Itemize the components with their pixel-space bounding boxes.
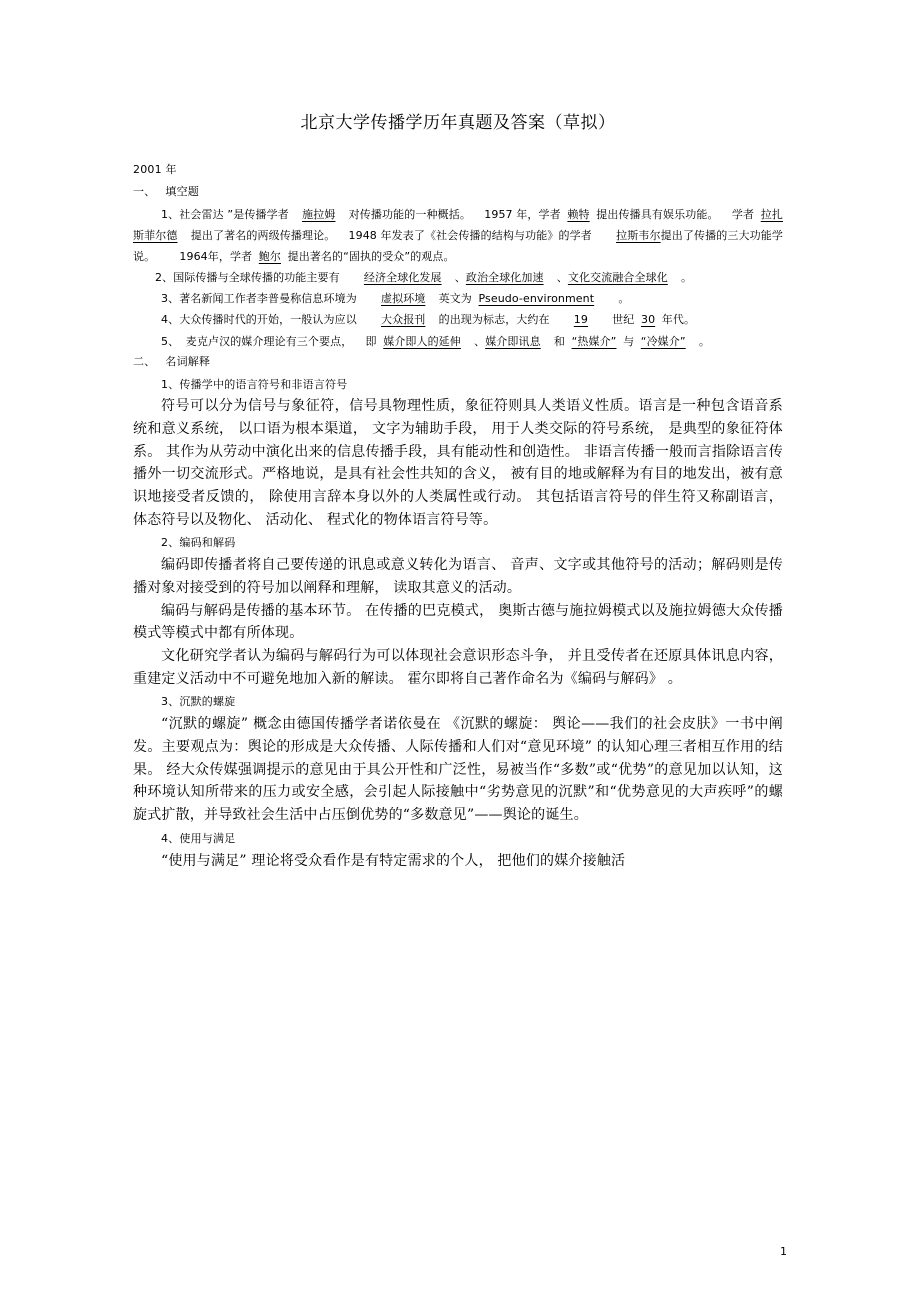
q2-blank-2: 政治全球化加速 (465, 271, 544, 285)
page-number: 1 (780, 1245, 787, 1258)
document-body (133, 112, 783, 872)
term-paragraph-3-1: “沉默的螺旋” 概念由德国传播学者诺依曼在 《沉默的螺旋： 舆论——我们的社会皮肤》一书中阐发。主要观点为：舆论的形成是大众传播、人际传播和人们对“意见环境” 的认知心理三者相互作用的结果。 经大众传媒强调提示的意见由于具公开性和广泛性，易被当作“多数”或“优势”的意见加以认知，这种环境认知所带来的压力或安全感，会引起人际接触中“劣势意见的沉默”和“优势意见的大声疾呼”的螺旋式扩散，并导致社会生活中占压倒优势的“多数意见”——舆论的诞生。 (133, 716, 783, 823)
q1-text-2: 对传播功能的一种概括。 (348, 207, 472, 221)
q4-text-2: 的出现为标志，大约在 (438, 313, 550, 327)
q1-blank-5: 鲍尔 (258, 250, 281, 264)
section-one-number: 一、 (133, 184, 156, 198)
q1-year-1964: 1964 (179, 250, 208, 264)
q1-number: 1、 (161, 207, 180, 221)
page-title: 北京大学传播学历年真题及答案（草拟） (300, 113, 616, 133)
q1-blank-2: 赖特 (567, 207, 590, 221)
section-two-label: 名词解释 (165, 354, 211, 368)
q3-text-3: 。 (618, 292, 630, 306)
term-paragraph-2-2: 编码与解码是传播的基本环节。 在传播的巴克模式， 奥斯古德与施拉姆模式以及施拉姆德大众传播模式等模式中都有所体现。 (133, 602, 783, 642)
q5-text-3: 和 (553, 334, 565, 348)
q5-blank-1: 媒介即人的延伸 (383, 334, 461, 348)
q5-sep-1: 、 (474, 334, 486, 348)
q1-blank-1: 施拉姆 (302, 207, 336, 221)
q5-blank-4: “冷媒介” (640, 334, 686, 348)
term-paragraph-2-3: 文化研究学者认为编码与解码行为可以体现社会意识形态斗争， 并且受传者在还原具体讯息内容， 重建定义活动中不可避免地加入新的解读。 霍尔即将自己著作命名为《编码与解码》 。 (133, 648, 783, 687)
term-paragraph-4-1: “使用与满足” 理论将受众看作是有特定需求的个人， 把他们的媒介接触活 (161, 852, 626, 869)
section-heading-one (133, 182, 783, 203)
q5-text-4: 与 (623, 334, 635, 348)
q2-text-2: 。 (680, 271, 693, 285)
q3-blank-2: Pseudo-environment (478, 292, 595, 306)
q5-number: 5、 (161, 334, 180, 348)
q3-number: 3、 (161, 292, 180, 306)
q1-year-1957: 1957 (484, 207, 513, 221)
q1-text-10: 提出著名的“固执的受众”的观点。 (287, 250, 455, 264)
term-heading-4: 4、使用与满足 (161, 831, 236, 845)
section-one-label: 填空题 (165, 184, 200, 198)
q4-text-1: 大众传播时代的开始，一般认为应以 (179, 313, 357, 327)
fill-blank-question-5 (133, 331, 783, 352)
q4-blank-2: 19 (573, 313, 588, 327)
fill-blank-question-4 (133, 309, 783, 330)
q4-text-3: 世纪 (612, 313, 635, 327)
q1-text-4: 提出传播具有娱乐功能。 (596, 207, 719, 221)
q5-blank-2: 媒介即讯息 (485, 334, 541, 348)
q5-blank-3: “热媒介” (571, 334, 617, 348)
q1-year-1948: 1948 (348, 228, 377, 242)
q1-text-5: 学者 (731, 207, 755, 221)
q4-text-4: 年代。 (661, 313, 696, 327)
fill-blank-question-2 (133, 267, 783, 288)
q1-text-7: 年发表了《社会传播的结构与功能》的学者 (380, 228, 592, 242)
year-label: 2001 年 (133, 163, 177, 177)
term-heading-3: 3、沉默的螺旋 (161, 695, 236, 709)
section-two-number: 二、 (133, 354, 156, 368)
q1-text-1: 社会雷达 ”是传播学者 (179, 207, 289, 221)
q2-sep-2: 、 (556, 271, 568, 285)
q5-text-2: 即 (365, 334, 377, 348)
q2-number: 2、 (155, 271, 174, 285)
fill-blank-question-3 (133, 288, 783, 309)
section-heading-two (133, 352, 783, 373)
q1-blank-4: 拉斯韦尔 (616, 228, 661, 242)
fill-blank-question-1 (133, 204, 783, 267)
q1-blank-3: 拉扎斯菲尔德 (133, 207, 784, 242)
q1-text-9: 年，学者 (207, 250, 253, 264)
q2-text-1: 国际传播与全球传播的功能主要有 (173, 271, 340, 285)
q5-text-5: 。 (698, 334, 710, 348)
q3-blank-1: 虚拟环境 (381, 292, 426, 306)
q3-text-2: 英文为 (438, 292, 472, 306)
q4-blank-3: 30 (640, 313, 656, 327)
q1-text-6: 提出了著名的两级传播理论。 (190, 228, 336, 242)
q1-text-3: 年，学者 (516, 207, 561, 221)
q2-sep-1: 、 (454, 271, 466, 285)
q3-text-1: 著名新闻工作者李普曼称信息环境为 (179, 292, 357, 306)
q4-blank-1: 大众报刊 (381, 313, 426, 327)
q1-text-8: 提出了传播的三大功能学说。 (133, 228, 783, 264)
q5-text-1: 麦克卢汉的媒介理论有三个要点， (185, 334, 353, 348)
q2-blank-1: 经济全球化发展 (363, 271, 442, 285)
q4-number: 4、 (161, 313, 180, 327)
q2-blank-3: 文化交流融合全球化 (567, 271, 668, 285)
term-paragraph-2-1: 编码即传播者将自己要传递的讯息或意义转化为语言、 音声、文字或其他符号的活动；解码则是传播对象对接受到的符号加以阐释和理解， 读取其意义的活动。 (133, 557, 783, 597)
term-heading-2: 2、编码和解码 (161, 536, 236, 550)
term-heading-1: 1、传播学中的语言符号和非语言符号 (161, 377, 348, 391)
term-paragraph-1-1: 符号可以分为信号与象征符，信号具物理性质，象征符则具人类语义性质。语言是一种包含语音系统和意义系统， 以口语为根本渠道， 文字为辅助手段， 用于人类交际的符号系统， 是典型的象征符体系。 其作为从劳动中演化出来的信息传播手段，具有能动性和创造性。 非语言传播一般而言指除语言传播外一切交流形式。严格地说，是具有社会性共知的含义， 被有目的地或解释为有目的地发出，被有意识地接受者反馈的， 除使用言辞本身以外的人类属性或行动。 其包括语言符号的伴生符又称副语言， 体态符号以及物化、 活动化、 程式化的物体语言符号等。 (133, 398, 783, 528)
